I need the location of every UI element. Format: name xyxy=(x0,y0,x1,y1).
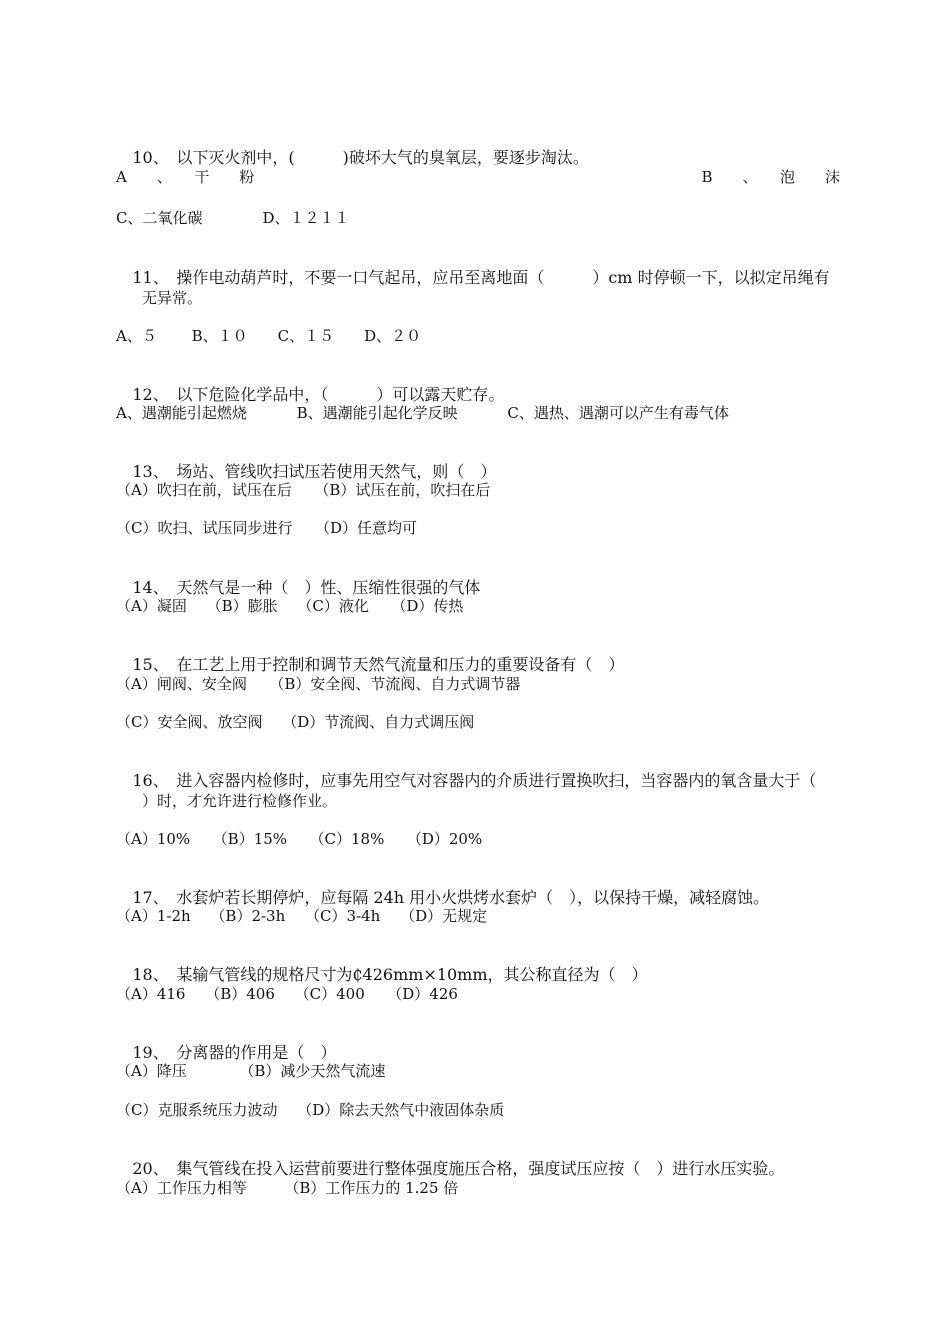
question-text: 以下危险化学品中，（ ）可以露天贮存。 xyxy=(176,385,505,404)
question-number: 20、 xyxy=(132,1159,169,1178)
options-row: （A）吹扫在前，试压在后 （B）试压在前，吹扫在后 xyxy=(116,481,491,499)
question-number: 18、 xyxy=(132,965,169,984)
question-number: 17、 xyxy=(132,888,169,907)
options-row: （C）吹扫、试压同步进行 （D）任意均可 xyxy=(116,519,418,537)
options-row: （C）安全阀、放空阀 （D）节流阀、自力式调压阀 xyxy=(116,713,475,731)
question-text: 分离器的作用是（ ） xyxy=(176,1043,337,1062)
question-text: 水套炉若长期停炉，应每隔 24h 用小火烘烤水套炉（ ），以保持干燥，减轻腐蚀。 xyxy=(176,888,770,907)
options-row: C、二氧化碳 D、１２１１ xyxy=(116,209,350,227)
question-continuation: ）时，才允许进行检修作业。 xyxy=(142,792,338,810)
options-row: （A）1-2h （B）2-3h （C）3-4h （D）无规定 xyxy=(116,907,488,925)
option-a: A 、 干 粉 xyxy=(116,168,255,186)
options-row: （A）10% （B）15% （C）18% （D）20% xyxy=(116,830,483,848)
question-11 xyxy=(112,248,830,308)
options-row: （A）凝固 （B）膨胀 （C）液化 （D）传热 xyxy=(116,597,464,615)
options-row: A、遇潮能引起燃烧 B、遇潮能引起化学反映 C、遇热、遇潮可以产生有毒气体 xyxy=(116,404,729,422)
question-number: 12、 xyxy=(132,385,169,404)
question-text: 以下灭火剂中，( )破坏大气的臭氧层，要逐步淘汰。 xyxy=(176,148,589,167)
option-b: B 、 泡 沫 xyxy=(701,168,840,186)
question-number: 14、 xyxy=(132,578,169,597)
question-number: 15、 xyxy=(132,655,169,674)
options-row: （A）工作压力相等 （B）工作压力的 1.25 倍 xyxy=(116,1179,459,1197)
question-text: 天然气是一种（ ）性、压缩性很强的气体 xyxy=(176,578,481,597)
question-number: 13、 xyxy=(132,462,169,481)
options-row: （A）降压 （B）减少天然气流速 xyxy=(116,1062,386,1080)
options-row: （C）克服系统压力波动 （D）除去天然气中液固体杂质 xyxy=(116,1101,505,1119)
question-number: 10、 xyxy=(132,148,169,167)
options-row xyxy=(116,167,840,187)
question-text: 集气管线在投入运营前要进行整体强度施压合格，强度试压应按（ ）进行水压实验。 xyxy=(176,1159,785,1178)
question-number: 16、 xyxy=(132,771,169,790)
options-row: （A）闸阀、安全阀 （B）安全阀、节流阀、自力式调节器 xyxy=(116,675,521,693)
question-continuation: 无异常。 xyxy=(142,289,203,307)
question-text: 在工艺上用于控制和调节天然气流量和压力的重要设备有（ ） xyxy=(176,655,625,674)
question-text: 操作电动葫芦时，不要一口气起吊，应吊至离地面（ ）cm 时停顿一下，以拟定吊绳有 xyxy=(176,268,830,287)
question-number: 11、 xyxy=(132,268,169,287)
options-row: A、５ B、１０ C、１５ D、２０ xyxy=(116,327,422,345)
question-text: 某输气管线的规格尺寸为₵426mm×10mm，其公称直径为（ ） xyxy=(176,965,648,984)
question-number: 19、 xyxy=(132,1043,169,1062)
options-row: （A）416 （B）406 （C）400 （D）426 xyxy=(116,985,458,1003)
question-text: 进入容器内检修时，应事先用空气对容器内的介质进行置换吹扫，当容器内的氧含量大于（ xyxy=(176,771,817,790)
question-text: 场站、管线吹扫试压若使用天然气，则（ ） xyxy=(176,462,497,481)
